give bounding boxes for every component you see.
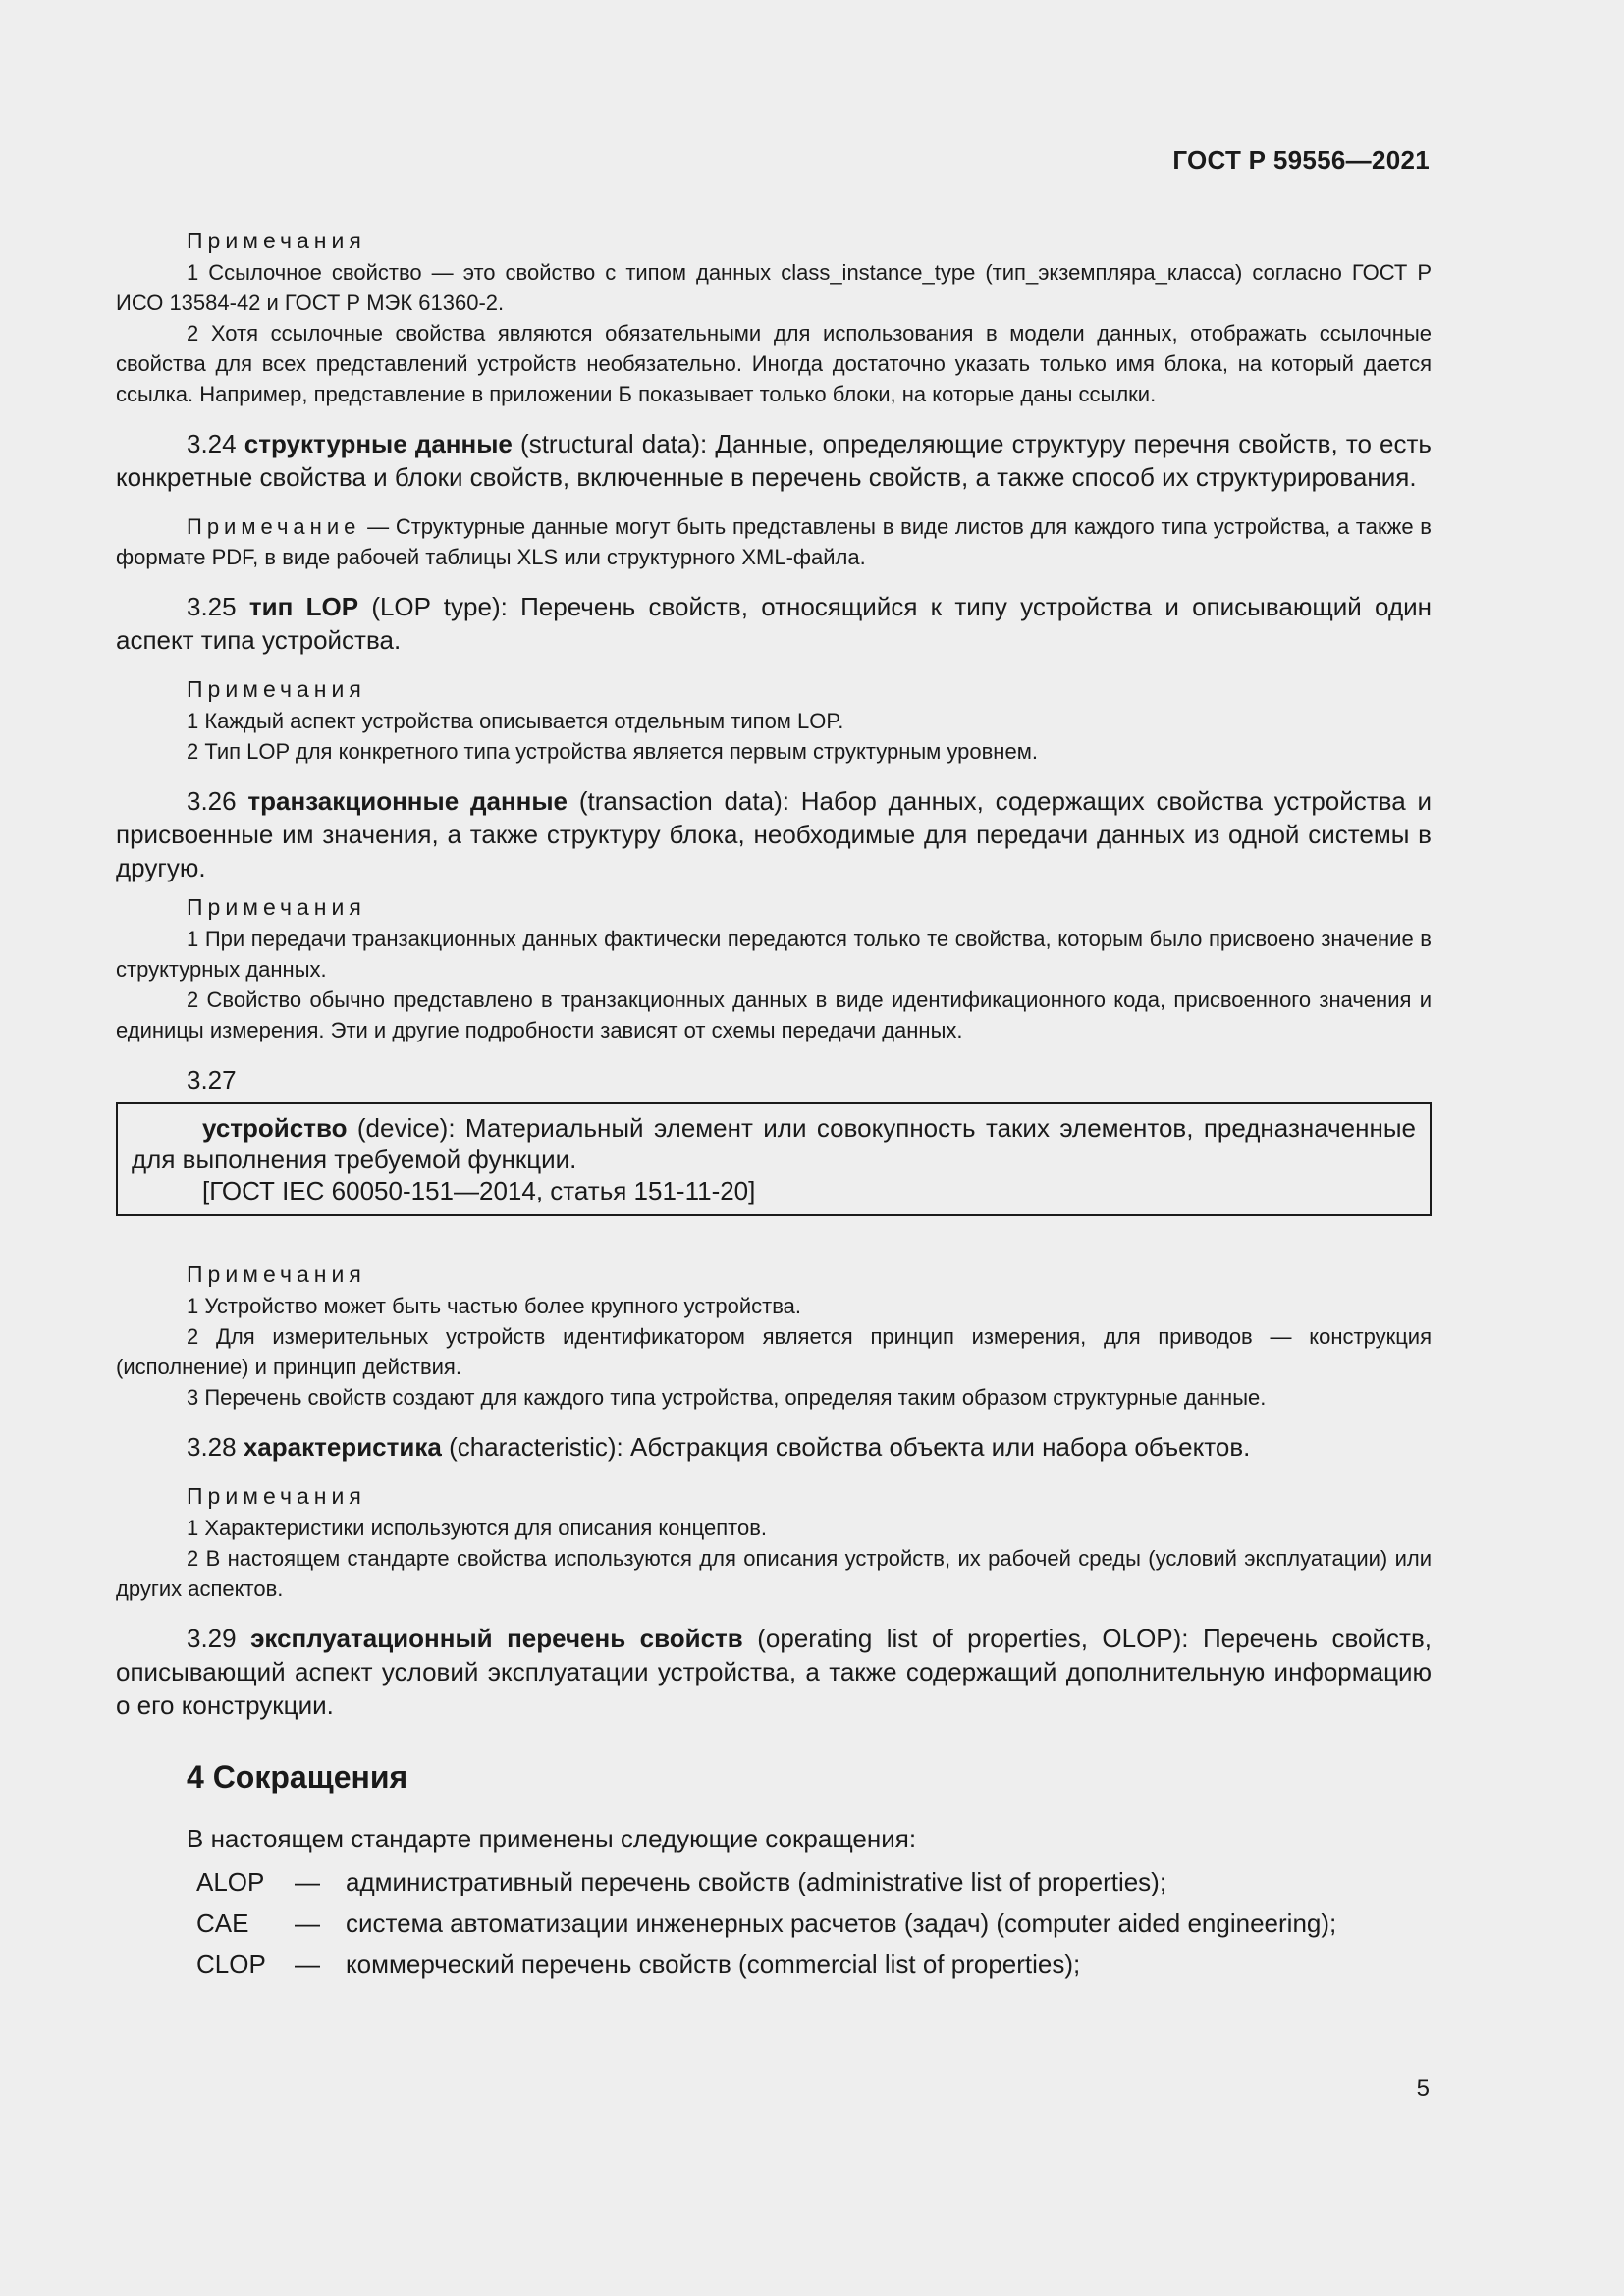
note-single: [116, 511, 1432, 572]
term-number: 3.25: [187, 592, 237, 621]
term-number: 3.29: [187, 1624, 237, 1653]
term-definition: (operating list of properties, OLOP): Перечень свойств, описывающий аспект условий эксплуатации устройства, а также содержащий дополнительную информацию о его конструкции.: [116, 1624, 1432, 1720]
abbreviation: CLOP: [196, 1949, 266, 1979]
term-name: тип LOP: [248, 592, 359, 621]
note-item: 2 Тип LOP для конкретного типа устройства является первым структурным уровнем.: [187, 739, 1038, 764]
note-item: 1 При передачи транзакционных данных фактически передаются только те свойства, которым было присвоено значение в структурных данных.: [116, 927, 1432, 982]
abbreviation-text: система автоматизации инженерных расчетов (задач) (computer aided engineering);: [346, 1908, 1337, 1938]
note-item: 1 Ссылочное свойство — это свойство с типом данных class_instance_type (тип_экземпляра_класса) согласно ГОСТ Р ИСО 13584-42 и ГОСТ Р МЭК 61360-2.: [116, 260, 1432, 315]
note-text: — Структурные данные могут быть представлены в виде листов для каждого типа устройства, а также в формате PDF, в виде рабочей таблицы XLS или структурного XML-файла.: [116, 514, 1432, 569]
abbreviation: ALOP: [196, 1867, 265, 1896]
abbreviation-text: административный перечень свойств (administrative list of properties);: [346, 1867, 1167, 1896]
notes-title: Примечания: [187, 228, 366, 253]
abbreviation-row: [116, 1906, 1432, 1940]
abbreviation-row: [116, 1865, 1432, 1898]
notes-title: Примечания: [187, 676, 366, 702]
page-number: 5: [1416, 2075, 1430, 2102]
definition-source: [ГОСТ IEC 60050-151—2014, статья 151-11-20]: [202, 1176, 756, 1205]
term-number: 3.26: [187, 786, 237, 816]
section-intro: В настоящем стандарте применены следующие сокращения:: [187, 1824, 917, 1853]
term-entry-3-24: [116, 427, 1432, 494]
note-item: 2 Хотя ссылочные свойства являются обязательными для использования в модели данных, отображать ссылочные свойства для всех представлений устройств необязательно. Иногда достаточно указать только имя блока, на который дается ссылка. Например, представление в приложении Б показывает только блоки, на которые даны ссылки.: [116, 321, 1432, 406]
note-item: 2 В настоящем стандарте свойства используются для описания устройств, их рабочей среды (условий эксплуатации) или других аспектов.: [116, 1546, 1432, 1601]
term-definition: (structural data): Данные, определяющие структуру перечня свойств, то есть конкретные свойства и блоки свойств, включенные в перечень свойств, а также способ их структурирования.: [116, 429, 1432, 492]
note-item: 1 Каждый аспект устройства описывается отдельным типом LOP.: [187, 709, 844, 733]
abbreviation: CAE: [196, 1908, 249, 1938]
note-label: Примечание: [187, 514, 361, 539]
note-item: 2 Свойство обычно представлено в транзакционных данных в виде идентификационного кода, присвоенного значения и единицы измерения. Эти и другие подробности зависят от схемы передачи данных.: [116, 988, 1432, 1042]
term-entry-3-25: [116, 590, 1432, 657]
term-name: структурные данные: [244, 429, 513, 458]
note-item: 1 Характеристики используются для описания концептов.: [187, 1516, 768, 1540]
abbreviation-row: [116, 1948, 1432, 1981]
term-entry-3-29: [116, 1622, 1432, 1722]
term-entry-3-26: [116, 784, 1432, 884]
abbreviation-dash: —: [295, 1908, 320, 1938]
term-definition: (LOP type): Перечень свойств, относящийся к типу устройства и описывающий один аспект типа устройства.: [116, 592, 1432, 655]
page-body: [116, 226, 1432, 1989]
term-name: характеристика: [243, 1432, 442, 1462]
note-item: 3 Перечень свойств создают для каждого типа устройства, определяя таким образом структурные данные.: [187, 1385, 1267, 1410]
note-item: 2 Для измерительных устройств идентификатором является принцип измерения, для приводов — конструкция (исполнение) и принцип действия.: [116, 1324, 1432, 1379]
section-heading: 4 Сокращения: [187, 1759, 408, 1794]
term-entry-3-28: [116, 1430, 1432, 1464]
notes-title: Примечания: [187, 1261, 366, 1287]
box-definition: [118, 1112, 1416, 1175]
term-definition: (transaction data): Набор данных, содержащих свойства устройства и присвоенные им значения, а также структуру блока, необходимые для передачи данных из одной системы в другую.: [116, 786, 1432, 882]
abbreviation-text: коммерческий перечень свойств (commercial list of properties);: [346, 1949, 1081, 1979]
abbreviation-dash: —: [295, 1867, 320, 1896]
abbreviation-dash: —: [295, 1949, 320, 1979]
term-name: эксплуатационный перечень свойств: [250, 1624, 743, 1653]
term-name: транзакционные данные: [247, 786, 568, 816]
term-name: устройство: [202, 1113, 348, 1143]
term-definition: (characteristic): Абстракция свойства объекта или набора объектов.: [449, 1432, 1251, 1462]
note-item: 1 Устройство может быть частью более крупного устройства.: [187, 1294, 802, 1318]
term-number: 3.28: [187, 1432, 237, 1462]
definition-box: [116, 1102, 1432, 1216]
term-number: 3.24: [187, 429, 237, 458]
document-id: ГОСТ Р 59556—2021: [1172, 145, 1430, 175]
term-definition: (device): Материальный элемент или совокупность таких элементов, предназначенные для выполнения требуемой функции.: [132, 1113, 1416, 1174]
term-number-3-27: 3.27: [187, 1065, 237, 1095]
notes-title: Примечания: [187, 894, 366, 920]
notes-title: Примечания: [187, 1483, 366, 1509]
